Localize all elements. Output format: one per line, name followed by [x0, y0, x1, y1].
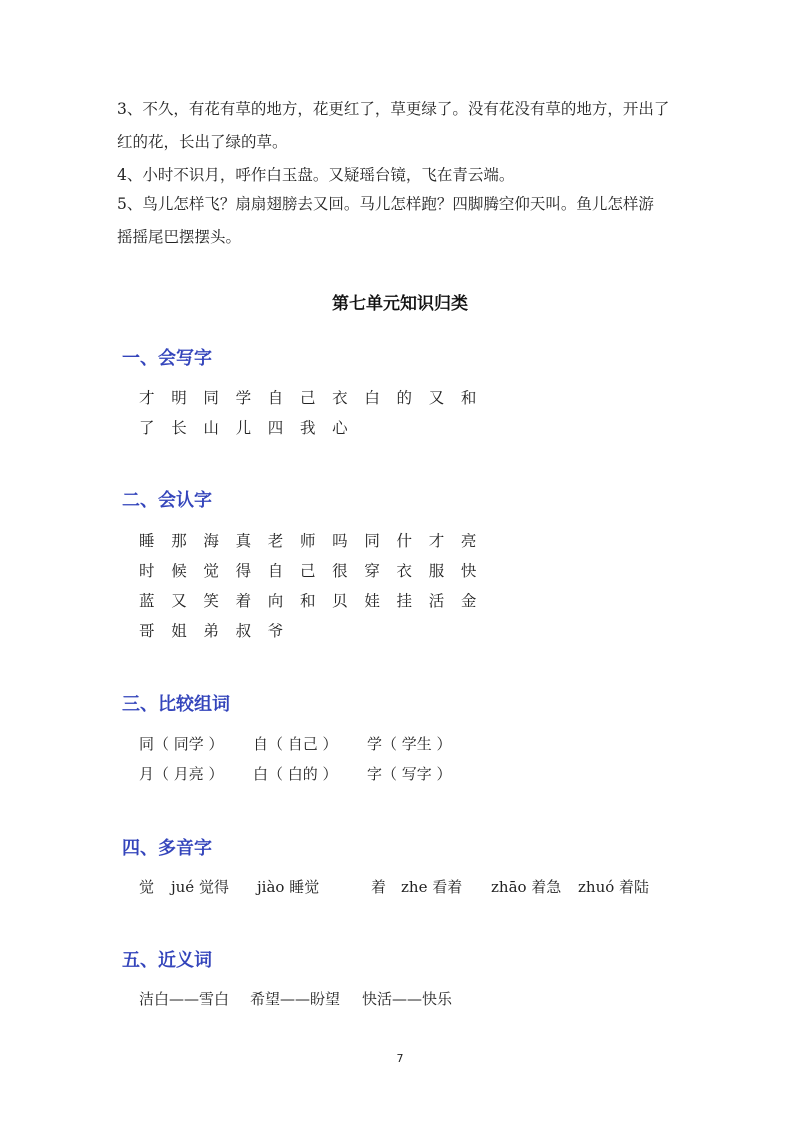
section-heading-polyphone: 四、多音字 [122, 838, 212, 859]
synonym-pair: 洁白——雪白 [139, 990, 230, 1008]
paragraph-item-3-line-1: 3、不久，有花有草的地方，花更红了，草更绿了。没有花没有草的地方，开出了 [117, 100, 670, 118]
section-heading-write: 一、会写字 [122, 348, 212, 369]
synonym-pair: 希望——盼望 [250, 990, 341, 1008]
char-cell: 娃 [364, 592, 380, 610]
char-cell: 金 [460, 592, 477, 610]
char-cell: 白 [364, 389, 380, 407]
section-heading-synonyms: 五、近义词 [122, 950, 212, 971]
char-cell: 弟 [203, 622, 219, 640]
paragraph-item-5-line-2: 摇摇尾巴摆摆头。 [117, 228, 242, 246]
char-cell: 学 [235, 389, 252, 407]
char-cell: 贝 [332, 592, 348, 610]
char-cell: 候 [171, 562, 187, 580]
recognize-chars-row-1 [139, 529, 493, 551]
polyphone-char: 着 [371, 878, 387, 896]
char-cell: 又 [171, 592, 187, 610]
char-cell: 衣 [396, 562, 413, 580]
char-cell: 着 [235, 592, 252, 610]
polyphone-char: 觉 [139, 878, 155, 896]
compare-pair: 月（ 月亮 ） [139, 765, 224, 783]
char-cell: 吗 [332, 532, 348, 550]
section-heading-compare: 三、比较组词 [122, 694, 230, 715]
unit-title: 第七单元知识归类 [332, 294, 468, 314]
char-cell: 亮 [460, 532, 477, 550]
char-cell: 哥 [139, 622, 155, 640]
polyphone-row [139, 876, 649, 897]
char-cell: 向 [267, 592, 284, 610]
char-cell: 山 [203, 419, 219, 437]
char-cell: 长 [171, 419, 187, 437]
char-cell: 自 [267, 389, 284, 407]
page-number: 7 [396, 1052, 404, 1065]
char-cell: 那 [171, 532, 187, 550]
char-cell: 又 [428, 389, 445, 407]
char-cell: 挂 [396, 592, 413, 610]
compare-row-1 [139, 733, 452, 754]
section-heading-recognize: 二、会认字 [122, 490, 212, 511]
char-cell: 和 [460, 389, 477, 407]
polyphone-reading: jiào 睡觉 [257, 878, 320, 896]
char-cell: 时 [139, 562, 155, 580]
char-cell: 姐 [171, 622, 187, 640]
char-cell: 儿 [235, 419, 252, 437]
compare-row-2 [139, 763, 452, 784]
char-cell: 睡 [139, 532, 155, 550]
char-cell: 真 [235, 532, 252, 550]
recognize-chars-row-2 [139, 559, 493, 581]
polyphone-reading: zhuó 着陆 [578, 878, 650, 896]
char-cell: 衣 [332, 389, 348, 407]
compare-pair: 自（ 自己 ） [253, 735, 338, 753]
char-cell: 才 [428, 532, 445, 550]
write-chars-row-1 [139, 386, 493, 408]
char-cell: 师 [299, 532, 316, 550]
char-cell: 自 [267, 562, 284, 580]
polyphone-reading: zhāo 着急 [491, 878, 562, 896]
char-cell: 老 [267, 532, 284, 550]
char-cell: 笑 [203, 592, 219, 610]
write-chars-row-2 [139, 416, 364, 438]
char-cell: 服 [428, 562, 445, 580]
paragraph-item-3-line-2: 红的花，长出了绿的草。 [117, 133, 288, 151]
char-cell: 了 [139, 419, 155, 437]
char-cell: 己 [299, 562, 316, 580]
char-cell: 爷 [267, 622, 284, 640]
char-cell: 得 [235, 562, 252, 580]
char-cell: 很 [332, 562, 348, 580]
char-cell: 才 [139, 389, 155, 407]
char-cell: 同 [364, 532, 380, 550]
compare-pair: 学（ 学生 ） [367, 735, 452, 753]
paragraph-item-5-line-1: 5、鸟儿怎样飞？扇扇翅膀去又回。马儿怎样跑？四脚腾空仰天叫。鱼儿怎样游 [117, 195, 654, 213]
char-cell: 的 [396, 389, 413, 407]
compare-pair: 白（ 白的 ） [253, 765, 338, 783]
char-cell: 活 [428, 592, 445, 610]
char-cell: 同 [203, 389, 219, 407]
char-cell: 和 [299, 592, 316, 610]
char-cell: 明 [171, 389, 187, 407]
polyphone-reading: zhe 看着 [401, 878, 463, 896]
polyphone-reading: jué 觉得 [171, 878, 229, 896]
compare-pair: 字（ 写字 ） [367, 765, 452, 783]
compare-pair: 同（ 同学 ） [139, 735, 224, 753]
recognize-chars-row-3 [139, 589, 493, 611]
recognize-chars-row-4 [139, 619, 300, 641]
char-cell: 什 [396, 532, 413, 550]
char-cell: 四 [267, 419, 284, 437]
char-cell: 蓝 [139, 592, 155, 610]
paragraph-item-4: 4、小时不识月，呼作白玉盘。又疑瑶台镜，飞在青云端。 [117, 166, 515, 184]
char-cell: 我 [299, 419, 316, 437]
synonyms-row [139, 988, 452, 1009]
char-cell: 心 [332, 419, 348, 437]
char-cell: 觉 [203, 562, 219, 580]
char-cell: 己 [299, 389, 316, 407]
synonym-pair: 快活——快乐 [362, 990, 453, 1008]
char-cell: 海 [203, 532, 219, 550]
char-cell: 叔 [235, 622, 252, 640]
char-cell: 穿 [364, 562, 380, 580]
char-cell: 快 [460, 562, 477, 580]
